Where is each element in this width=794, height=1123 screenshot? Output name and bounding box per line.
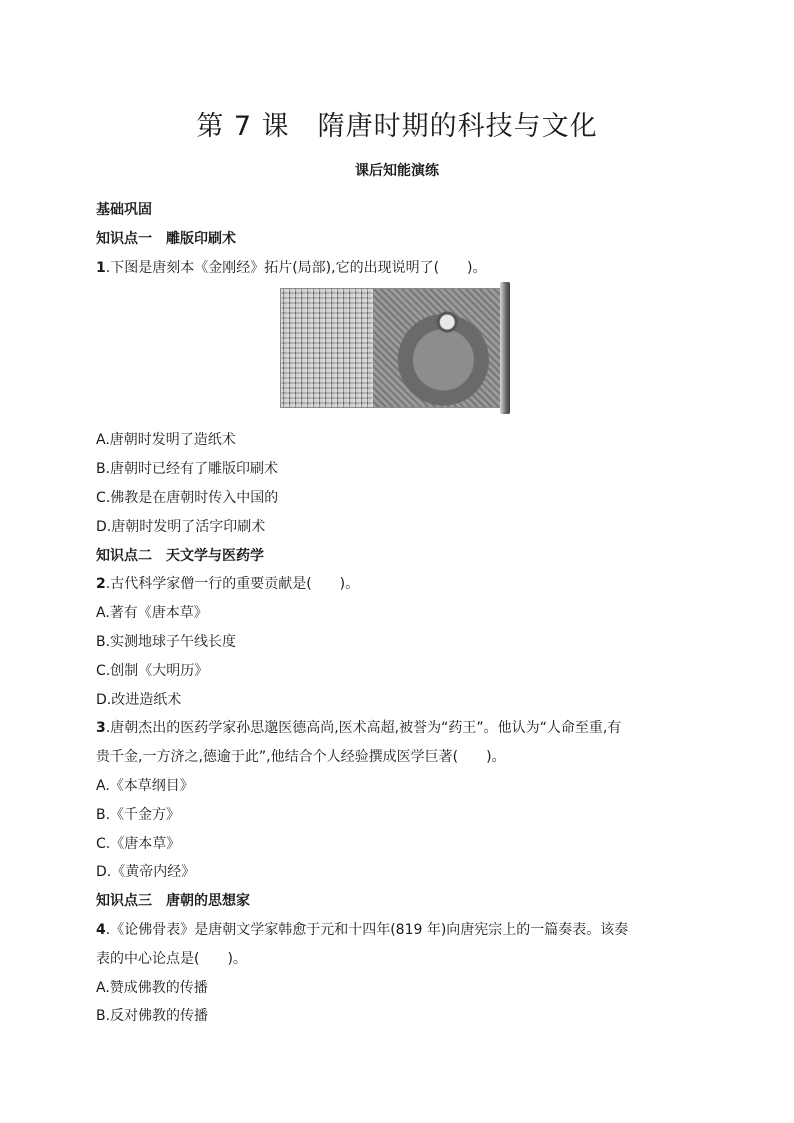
question-number: 1 — [96, 259, 106, 276]
sutra-illustration-panel — [373, 289, 501, 407]
worksheet-content — [96, 196, 706, 1031]
question-stem: .下图是唐刻本《金刚经》拓片(局部),它的出现说明了( )。 — [105, 259, 487, 276]
option-q4-a: A.赞成佛教的传播 — [96, 979, 208, 996]
option-q1-c: C.佛教是在唐朝时传入中国的 — [96, 489, 279, 506]
scroll-rod — [500, 282, 510, 414]
option-q1-a: A.唐朝时发明了造纸术 — [96, 432, 236, 449]
option-q3-c: C.《唐本草》 — [96, 835, 181, 852]
question-stem-line-1: .《论佛骨表》是唐朝文学家韩愈于元和十四年(819 年)向唐宪宗上的一篇奏表。该奏 — [105, 921, 629, 938]
section-knowledge-3: 知识点三 唐朝的思想家 — [96, 893, 250, 910]
question-stem: .古代科学家僧一行的重要贡献是( )。 — [105, 576, 360, 593]
option-q2-a: A.著有《唐本草》 — [96, 605, 208, 622]
question-number: 2 — [96, 576, 106, 593]
section-knowledge-2: 知识点二 天文学与医药学 — [96, 547, 264, 564]
question-3 — [96, 714, 706, 743]
diamond-sutra-rubbing-icon — [280, 288, 502, 408]
option-q1-d: D.唐朝时发明了活字印刷术 — [96, 518, 266, 535]
question-1 — [96, 254, 706, 283]
option-q4-b: B.反对佛教的传播 — [96, 1008, 209, 1025]
option-q3-a: A.《本草纲目》 — [96, 777, 194, 794]
question-4 — [96, 916, 706, 945]
page-title: 第 7 课 隋唐时期的科技与文化 — [196, 111, 598, 142]
question-stem-line-1: .唐朝杰出的医药学家孙思邈医德高尚,医术高超,被誉为“药王”。他认为“人命至重,有 — [105, 720, 622, 737]
question-stem-line-2: 表的中心论点是( )。 — [96, 950, 247, 967]
option-q2-c: C.创制《大明历》 — [96, 662, 209, 679]
diamond-sutra-figure — [96, 288, 706, 422]
option-q3-d: D.《黄帝内经》 — [96, 864, 196, 881]
question-stem-line-2: 贵千金,一方济之,德逾于此”,他结合个人经验撰成医学巨著( )。 — [96, 749, 506, 766]
question-2 — [96, 570, 706, 599]
option-q1-b: B.唐朝时已经有了雕版印刷术 — [96, 461, 279, 478]
page-subtitle: 课后知能演练 — [355, 163, 439, 179]
option-q3-b: B.《千金方》 — [96, 806, 181, 823]
option-q2-d: D.改进造纸术 — [96, 691, 182, 708]
section-knowledge-1: 知识点一 雕版印刷术 — [96, 230, 236, 247]
sutra-text-panel — [281, 289, 373, 407]
section-basic: 基础巩固 — [96, 202, 152, 218]
question-number: 3 — [96, 720, 106, 737]
question-number: 4 — [96, 921, 106, 938]
option-q2-b: B.实测地球子午线长度 — [96, 633, 237, 650]
